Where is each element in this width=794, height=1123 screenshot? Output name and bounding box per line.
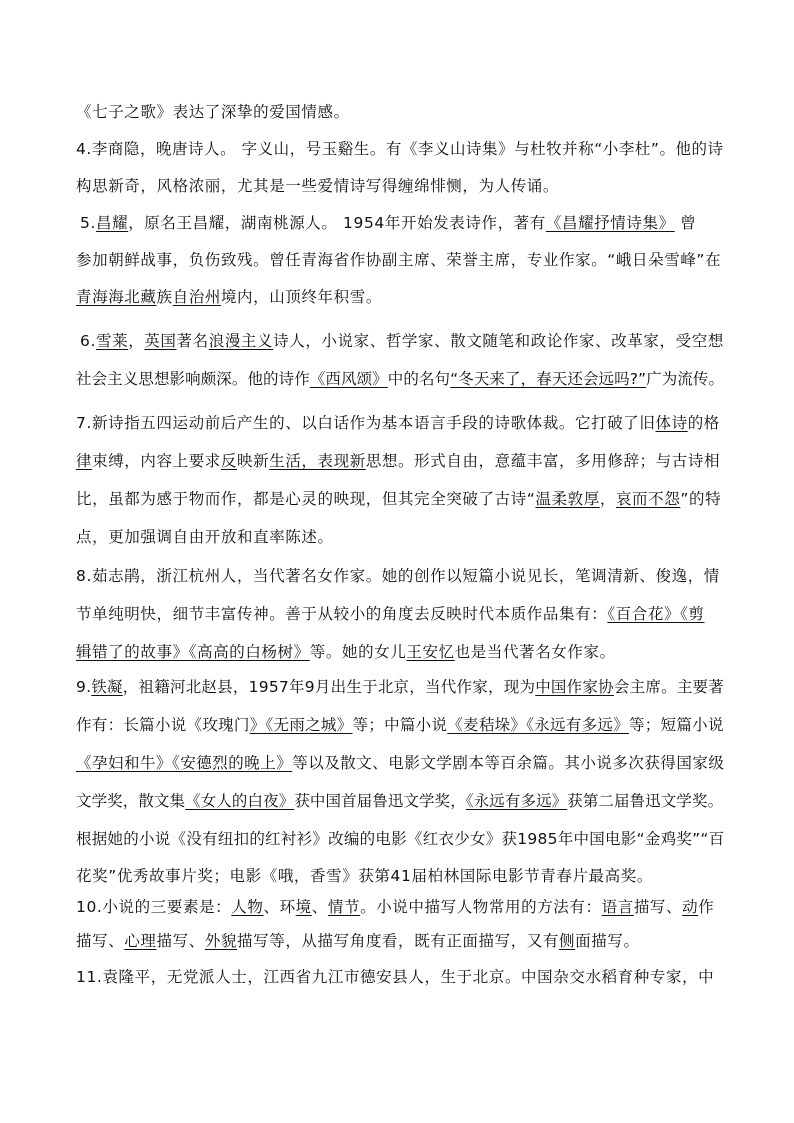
text-span: 点，更加强调自由开放和直率陈述。 xyxy=(76,528,334,546)
text-span: 节单纯明快，细节丰富传神。善于从较小的角度去反映时代本质作品集有： xyxy=(76,605,608,623)
text-span: 社会主义思想影响颇深。他的诗作 xyxy=(76,370,310,388)
text-span: ，祖籍河北赵县，1957年9月出生于北京，当代作家，现为 xyxy=(122,678,536,696)
underlined-text: 律 xyxy=(76,452,93,470)
text-line xyxy=(76,139,724,159)
underlined-text: 反 xyxy=(220,452,238,470)
text-span: 思想。形式自由，意蕴丰富，多用修辞；与古诗相 xyxy=(365,452,721,470)
text-span: 6. xyxy=(80,332,96,350)
underlined-text: 体诗 xyxy=(655,414,688,432)
text-span: 广为流传。 xyxy=(646,370,725,388)
underlined-text: 外貌 xyxy=(204,932,238,950)
text-span: ， xyxy=(599,490,616,508)
text-line xyxy=(76,369,724,389)
text-line xyxy=(76,413,720,433)
underlined-text: 人物 xyxy=(231,898,264,916)
text-span: 花奖”优秀故事片奖；电影《哦，香雪》获第41届柏林国际电影节青春片最高奖。 xyxy=(76,867,653,885)
underlined-text: 铁凝 xyxy=(91,678,123,696)
text-span: 获中国首届鲁迅文学奖， xyxy=(294,792,466,810)
underlined-text: 《昌耀抒情诗集》 xyxy=(545,214,675,232)
text-span: 获第二届鲁迅文学奖。 xyxy=(567,792,724,810)
text-span: 的格 xyxy=(687,414,720,432)
text-span: 描写、 xyxy=(156,932,205,950)
text-span: 等；短篇小说 xyxy=(629,716,724,734)
text-span: 作 xyxy=(698,898,715,916)
text-line xyxy=(76,176,559,196)
underlined-text: 生活，表现新 xyxy=(269,452,366,470)
text-line xyxy=(76,604,705,624)
underlined-text: “冬天来了，春天还会远吗?” xyxy=(450,370,647,388)
text-line xyxy=(76,866,653,886)
text-span: 作有：长篇小说《玫瑰门 xyxy=(76,716,250,734)
underlined-text: 自治州 xyxy=(172,288,221,306)
underlined-text: 《孕妇和牛》《安德烈的晚上》 xyxy=(76,754,293,772)
text-span: 等；中篇小说 xyxy=(352,716,448,734)
underlined-text: 青海海北藏 xyxy=(76,288,157,306)
underlined-text: 境 xyxy=(295,898,312,916)
underlined-text: 雪莱 xyxy=(96,332,129,350)
text-line xyxy=(76,931,640,951)
text-span: 7.新诗指五四运动前后产生的、以白话作为基本语言手段的诗歌体裁。它打破了旧 xyxy=(76,414,656,432)
text-span: 描写、 xyxy=(76,932,125,950)
text-span: 8.茹志鹃，浙江杭州人，当代著名女作家。她的创作以短篇小说见长，笔调清新、俊逸，情 xyxy=(76,567,720,585)
text-span: 曾 xyxy=(674,214,697,232)
underlined-text: 辑错了的故事》《高高的白杨树》 xyxy=(76,643,310,661)
text-line xyxy=(76,250,721,270)
text-span: 。小说中描写人物常用的方法有： xyxy=(360,898,602,916)
text-span: 映新 xyxy=(237,452,270,470)
text-span: 描写、 xyxy=(633,898,683,916)
underlined-text: 心理 xyxy=(124,932,157,950)
underlined-text: 》《无雨之城》 xyxy=(249,716,353,734)
underlined-text: 浪漫主义 xyxy=(208,332,274,350)
text-span: 等以及散文、电影文学剧本等百余篇。其小说多次获得国家级 xyxy=(292,754,725,772)
text-line xyxy=(76,566,720,586)
underlined-text: 温柔敦厚 xyxy=(535,490,600,508)
underlined-text: 《永远有多远》 xyxy=(465,792,568,810)
text-span: ”的特 xyxy=(680,490,722,508)
text-line xyxy=(76,287,382,307)
underlined-text: 《麦秸垛》《永远有多远》 xyxy=(447,716,629,734)
text-line xyxy=(76,829,724,849)
text-span: 5. xyxy=(80,214,96,232)
text-span: 根据她的小说《没有纽扣的红衬衫》改编的电影《红衣少女》获1985年中国电影“金鸡奖”“百 xyxy=(76,830,725,848)
text-span: 面描写。 xyxy=(575,932,640,950)
text-line xyxy=(76,677,724,697)
text-span: 《七子之歌》表达了深挚的爱国情感。 xyxy=(76,103,350,121)
text-span: 境内，山顶终年积雪。 xyxy=(220,288,382,306)
underlined-text: 《西风颂》 xyxy=(309,370,388,388)
text-line xyxy=(76,451,720,471)
text-span: 9. xyxy=(76,678,92,696)
underlined-text: 语言 xyxy=(601,898,634,916)
text-line xyxy=(76,642,616,662)
underlined-text: 侧 xyxy=(559,932,576,950)
text-line xyxy=(76,102,350,122)
text-span: ，原名王昌耀，湖南桃源人。 1954年开始发表诗作，著有 xyxy=(128,214,546,232)
underlined-text: 王安忆 xyxy=(406,643,455,661)
underlined-text: 动 xyxy=(682,898,699,916)
underlined-text: 情节 xyxy=(327,898,361,916)
underlined-text: 昌耀 xyxy=(96,214,129,232)
text-line xyxy=(76,897,714,917)
text-line xyxy=(76,527,334,547)
underlined-text: 《女人的白夜》 xyxy=(185,792,295,810)
text-span: 等。她的女儿 xyxy=(309,643,407,661)
text-span: 描写等，从描写角度看，既有正面描写，又有 xyxy=(237,932,560,950)
text-span: 束缚，内容上要求 xyxy=(92,452,221,470)
text-line xyxy=(76,715,724,735)
underlined-text: 哀而不怨 xyxy=(615,490,681,508)
text-span: 11.袁隆平，无党派人士，江西省九江市德安县人，生于北京。中国杂交水稻育种专家，中 xyxy=(76,968,715,986)
underlined-text: 中国作家协 xyxy=(535,678,614,696)
text-span: 会主席。主要著 xyxy=(613,678,725,696)
text-span: 、 xyxy=(311,898,328,916)
text-line xyxy=(76,791,723,811)
text-span: 诗人，小说家、哲学家、散文随笔和政论作家、改革家，受空想 xyxy=(273,332,724,350)
text-line xyxy=(80,213,696,233)
text-span: 文学奖，散文集 xyxy=(76,792,186,810)
text-line xyxy=(80,331,724,351)
text-span: 中的名句 xyxy=(387,370,451,388)
text-span: 10.小说的三要素是： xyxy=(76,898,232,916)
text-span: ， xyxy=(128,332,145,350)
text-span: 、环 xyxy=(263,898,296,916)
text-line xyxy=(76,967,714,987)
text-span: 著名 xyxy=(176,332,209,350)
underlined-text: 英国 xyxy=(144,332,177,350)
text-span: 构思新奇，风格浓丽，尤其是一些爱情诗写得缠绵悱恻，为人传诵。 xyxy=(76,177,560,195)
text-span: 族 xyxy=(156,288,173,306)
text-span: 4.李商隐，晚唐诗人。 字义山，号玉谿生。有《李义山诗集》与杜牧并称“小李杜”。他的诗 xyxy=(76,140,724,158)
text-line xyxy=(76,753,724,773)
text-span: 也是当代著名女作家。 xyxy=(454,643,616,661)
underlined-text: 《百合花》《剪 xyxy=(607,605,705,623)
text-span: 参加朝鲜战事，负伤致残。曾任青海省作协副主席、荣誉主席，专业作家。“峨日朵雪峰”在 xyxy=(76,251,722,269)
text-span: 比，虽都为感于物而作，都是心灵的映现，但其完全突破了古诗“ xyxy=(76,490,536,508)
text-line xyxy=(76,489,721,509)
